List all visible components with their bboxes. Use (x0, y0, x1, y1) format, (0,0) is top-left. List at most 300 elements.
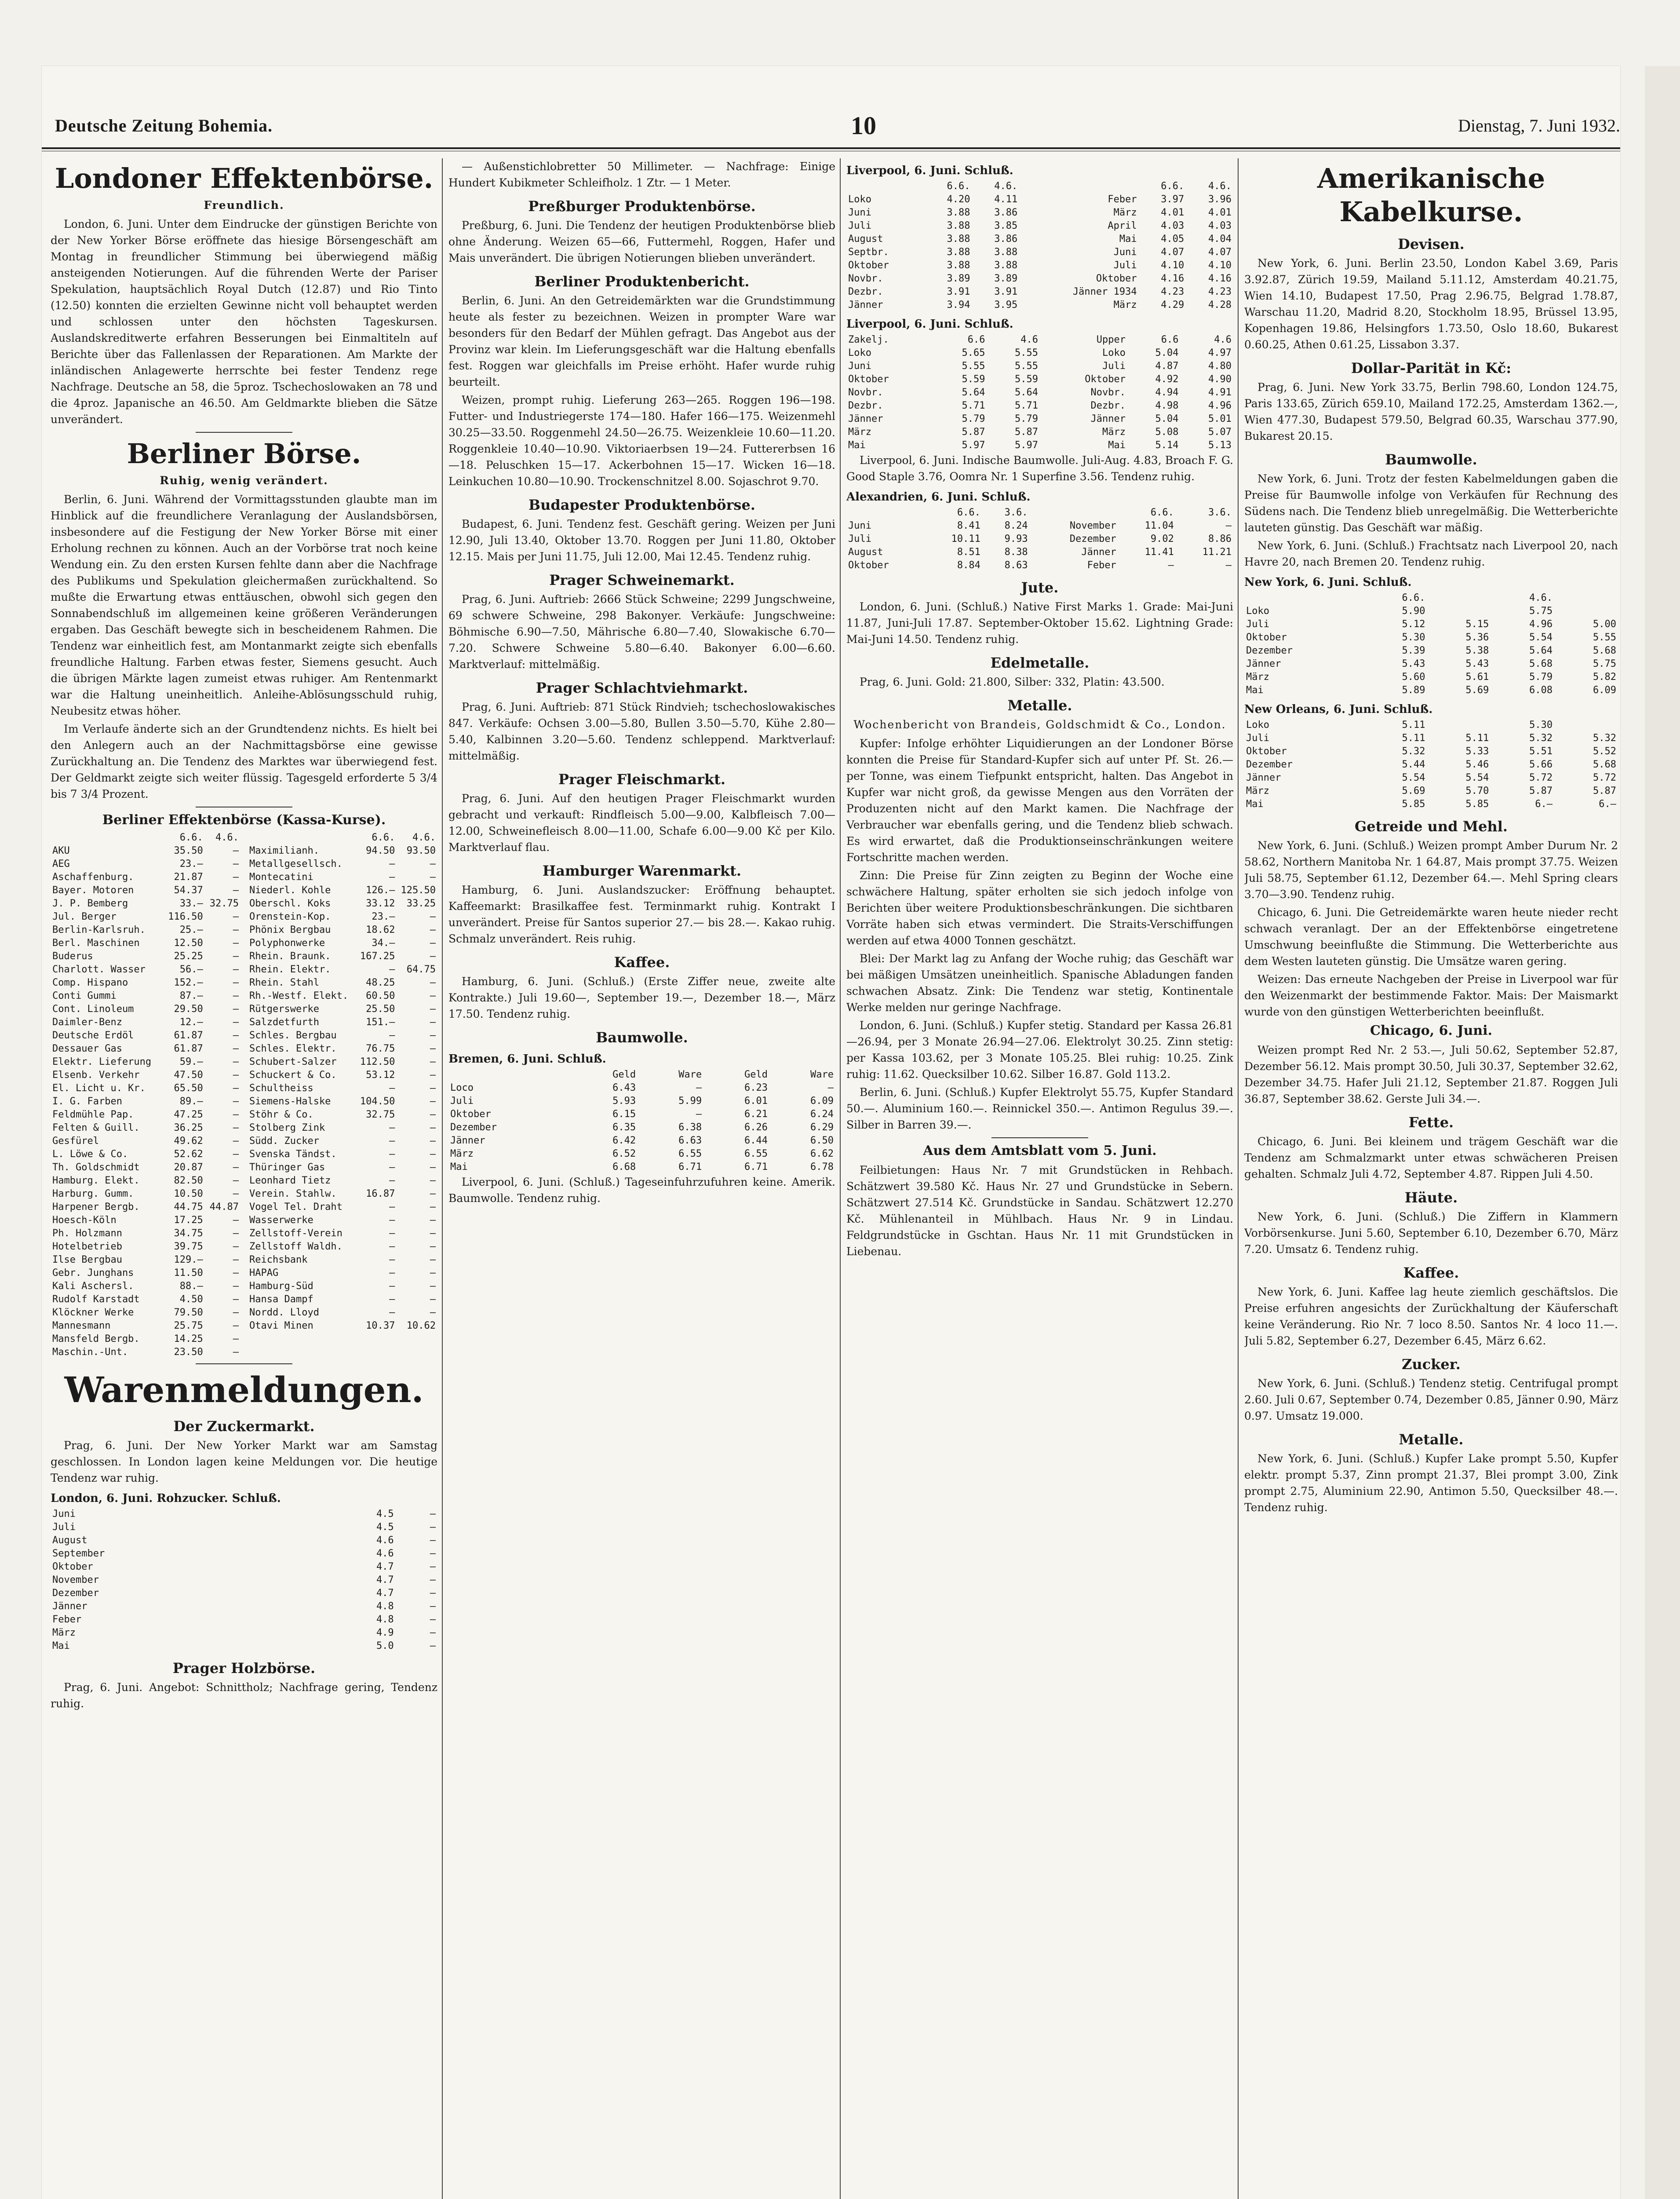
cell-value: 4.23 (1161, 286, 1184, 297)
table-row (846, 347, 1233, 360)
row-label: Comp. Hispano (52, 977, 128, 988)
row-label: Rütgerswerke (249, 1004, 319, 1015)
cell-value: 6.52 (612, 1148, 636, 1159)
table-row (248, 976, 437, 990)
table-row (248, 1161, 437, 1174)
cell-value: — (389, 1294, 395, 1305)
haeute-text: New York, 6. Juni. (Schluß.) Die Ziffern in Klammern Vorbörsenkurse. Juni 5.60, September 6.10, Dezember 6.70, März 7.20. Umsatz 6. Tendenz ruhig. (1244, 1210, 1618, 1256)
cell-value: — (233, 1215, 239, 1226)
cell-value: 82.50 (174, 1175, 203, 1186)
row-label: Svenska Tändst. (249, 1149, 337, 1160)
cell-value: 6.08 (1529, 685, 1553, 696)
cell-value: 33.25 (406, 898, 436, 909)
table-header: 6.6. (947, 181, 970, 192)
row-label: Juli (848, 220, 871, 231)
cell-value: 6.63 (678, 1135, 702, 1146)
table-row (248, 924, 437, 937)
cell-value: 6.38 (678, 1122, 702, 1133)
table-row (51, 1148, 241, 1161)
cell-value: 4.5 (376, 1509, 394, 1520)
row-label: Bayer. Motoren (52, 885, 134, 896)
cell-value: 4.10 (1208, 260, 1232, 271)
cell-value: — (233, 1030, 239, 1041)
newspaper-name: Deutsche Zeitung Bohemia. (55, 115, 273, 135)
cell-value: 5.89 (1402, 685, 1425, 696)
cell-value: 4.6 (1020, 334, 1038, 345)
cell-value: — (233, 1083, 239, 1094)
cell-value: — (389, 1228, 395, 1239)
row-label: Phönix Bergbau (249, 924, 331, 935)
cell-value: 4.23 (1208, 286, 1232, 297)
cell-value: — (233, 1228, 239, 1239)
cell-value: — (233, 1056, 239, 1067)
table-row (846, 413, 1233, 426)
cell-value: — (430, 977, 436, 988)
row-label: Juni (848, 520, 871, 531)
dollar-text: Prag, 6. Juni. New York 33.75, Berlin 798.60, London 124.75, Paris 133.65, Zürich 659.10, Mailand 172.25, Amsterdam 1362.—, Wien 477.30, Budapest 579.50, Belgrad 60.35, Warschau 377.90, Bukarest 20.15. (1244, 381, 1618, 442)
table-row (51, 1121, 241, 1135)
row-label: März (1246, 672, 1269, 683)
fette-text: Chicago, 6. Juni. Bei kleinem und trägem Geschäft war die Tendenz am Schmalzmarkt unter etwas schwächeren Preisen gehalten. Schmalz Juli 4.72, September 4.87. Rippen Juli 4.50. (1244, 1135, 1618, 1180)
row-label: Cont. Linoleum (52, 1004, 134, 1015)
cell-value: 5.54 (1465, 772, 1489, 783)
cell-value: — (233, 924, 239, 935)
cell-value: 5.12 (1402, 619, 1425, 630)
cell-value: 5.07 (1208, 427, 1232, 438)
table-row (1244, 684, 1618, 697)
cell-value: 5.13 (1208, 440, 1232, 451)
cell-value: — (430, 1522, 436, 1533)
cell-value: April (1108, 220, 1137, 231)
cell-value: — (430, 858, 436, 869)
row-label: Novbr. (848, 273, 883, 284)
cell-value: 4.97 (1208, 347, 1232, 358)
table-row (846, 285, 1233, 299)
cell-value: 4.10 (1161, 260, 1184, 271)
metalle-text-3: Blei: Der Markt lag zu Anfang der Woche ruhig; das Geschäft war bei mäßigen Umsätzen uneinheitlich. Spanische Abladungen fanden schwachen Absatz. Zink: Die Tendenz war stetig, Kontinentale Werke melden nur geringe Nachfrage. (846, 952, 1233, 1014)
row-label: Hoesch-Köln (52, 1215, 117, 1226)
cell-value: — (233, 1096, 239, 1107)
cell-value: 8.38 (1004, 547, 1028, 558)
cell-value: — (233, 1149, 239, 1160)
row-label: Gebr. Junghans (52, 1268, 134, 1278)
row-label: AKU (52, 845, 70, 856)
liverpool-note: Liverpool, 6. Juni. (Schluß.) Tageseinfuhrzufuhren keine. Amerik. Baumwolle. Tendenz ruhig. (448, 1176, 835, 1205)
cell-value: — (233, 1241, 239, 1252)
cell-value: 10.50 (174, 1188, 203, 1199)
row-label: Elsenb. Verkehr (52, 1070, 140, 1081)
header-rule (42, 147, 1620, 149)
cell-value: 3.88 (947, 234, 970, 245)
cell-value: — (430, 1509, 436, 1520)
table-header (51, 831, 163, 844)
row-label: Metallgesellsch. (249, 858, 343, 869)
cell-value: Juli (1102, 361, 1126, 372)
table-row (51, 1306, 241, 1319)
cell-value: — (233, 858, 239, 869)
cell-value: — (233, 1320, 239, 1331)
cell-value: 5.55 (962, 361, 985, 372)
table-row (248, 1135, 437, 1148)
cell-value: Juli (1113, 260, 1137, 271)
table-header (1427, 592, 1490, 605)
metalle-subtitle: Wochenbericht von Brandeis, Goldschmidt & Co., London. (853, 718, 1226, 731)
cell-value: — (233, 1109, 239, 1120)
cell-value: 4.20 (947, 194, 970, 205)
table-row (846, 519, 1233, 533)
cell-value: 5.46 (1465, 759, 1489, 770)
cell-value: 5.87 (1014, 427, 1038, 438)
cell-value: — (430, 1043, 436, 1054)
row-label: Mai (848, 440, 866, 451)
cell-value: 5.87 (1529, 785, 1553, 796)
cell-value: Oktober (1085, 374, 1126, 385)
table-row (248, 1121, 437, 1135)
cell-value: 47.25 (174, 1109, 203, 1120)
table-row (248, 990, 437, 1003)
cell-value: — (430, 911, 436, 922)
row-label: Rudolf Karstadt (52, 1294, 140, 1305)
row-label: Dezbr. (848, 286, 883, 297)
cell-value: 5.01 (1208, 413, 1232, 424)
table-row (51, 871, 241, 884)
schwein-text: Prag, 6. Juni. Auftrieb: 2666 Stück Schweine; 2299 Jungschweine, 69 schwere Schweine, 298 Bakonyer. Verkäufe: Jungschweine: Böhmische 6.90—7.50, Mährische 6.80—7.40, Slowakische 6.70—7.20. Schwere Schweine 5.80—6.40. Bakonyer 6.00—6.60. Marktverlauf: mittelmäßig. (448, 593, 835, 671)
next-page-edge (1645, 66, 1680, 2199)
cell-value: 11.50 (174, 1268, 203, 1278)
table-row (448, 1134, 835, 1147)
table-header (448, 1068, 572, 1081)
divider (196, 432, 292, 433)
getreide-text-1: New York, 6. Juni. (Schluß.) Weizen prompt Amber Durum Nr. 2 58.62, Northern Manitoba Nr. 1 64.87, Mais prompt 37.75. Weizen Juli 58.75, September 61.12, Dezember 64.—. Mehl Spring clears 3.70—3.90. Tendenz ruhig. (1244, 839, 1618, 901)
table-row (51, 844, 241, 858)
table-row (846, 259, 1233, 272)
cell-value: 4.01 (1161, 207, 1184, 218)
kaffee-title: Kaffee. (614, 954, 670, 971)
fleisch-text: Prag, 6. Juni. Auf den heutigen Prager Fleischmarkt wurden gebracht und verkauft: Rindfleisch 5.00—9.00, Kalbfleisch 7.00—12.00, Schweinefleisch 8.00—11.00, Schafe 6.00—9.00 Kč per Kilo. Marktverlauf flau. (448, 792, 835, 854)
row-label: August (848, 234, 883, 245)
cell-value: 49.62 (174, 1136, 203, 1147)
cell-value: 5.87 (962, 427, 985, 438)
table-row (1244, 732, 1618, 745)
cell-value: 5.55 (1014, 347, 1038, 358)
table-row (51, 976, 241, 990)
cell-value: 4.80 (1208, 361, 1232, 372)
table-row (846, 193, 1233, 206)
cell-value: 5.51 (1529, 746, 1553, 757)
table-row (51, 1069, 241, 1082)
cell-value: — (430, 924, 436, 935)
table-row (248, 963, 437, 976)
cell-value: 4.6 (376, 1548, 394, 1559)
cell-value: 5.85 (1465, 799, 1489, 810)
cell-value: 151.— (366, 1017, 395, 1028)
table-row (846, 246, 1233, 259)
cell-value: 6.09 (1593, 685, 1616, 696)
table-row (248, 1056, 437, 1069)
cell-value: 167.25 (360, 951, 395, 962)
row-label: Oktober (848, 374, 889, 385)
table-header: 6.6. (1161, 181, 1184, 192)
cell-value: 9.02 (1150, 533, 1174, 544)
cell-value: 4.03 (1208, 220, 1232, 231)
table-header (846, 180, 925, 193)
cell-value: — (233, 1254, 239, 1265)
cell-value: — (233, 977, 239, 988)
table-row (1244, 644, 1618, 658)
liverpool-2-title: Liverpool, 6. Juni. Schluß. (846, 318, 1013, 331)
table-row (51, 1227, 241, 1240)
row-label: September (52, 1548, 105, 1559)
row-label: Oktober (450, 1109, 491, 1120)
row-label: Jänner (1246, 658, 1281, 669)
pressburg-text: Preßburg, 6. Juni. Die Tendenz der heutigen Produktenbörse blieb ohne Änderung. Weizen 65—66, Futtermehl, Roggen, Hafer und Mais unverändert. Die übrigen Notierungen blieben unverändert. (448, 219, 835, 264)
cell-value: 5.54 (1402, 772, 1425, 783)
cell-value: 3.89 (947, 273, 970, 284)
cell-value: 8.41 (957, 520, 980, 531)
cell-value: — (233, 1347, 239, 1358)
row-label: Montecatini (249, 872, 313, 883)
zucker-text: Prag, 6. Juni. Der New Yorker Markt war am Samstag geschlossen. In London lagen keine Meldungen vor. Die heutige Tendenz war ruhig. (51, 1439, 437, 1484)
row-label: Schles. Elektr. (249, 1043, 337, 1054)
row-label: Maschin.-Unt. (52, 1347, 128, 1358)
row-label: Septbr. (848, 247, 889, 258)
table-row (1244, 785, 1618, 798)
london-metal-text: London, 6. Juni. (Schluß.) Kupfer stetig. Standard per Kassa 26.81—26.94, per 3 Monate 26.94—27.06. Elektrolyt 30.25. Zinn stetig: per Kassa 103.62, per 3 Monate 105.25. Blei ruhig: 10.25. Zink ruhig: 11.62. Quecksilber 10.62. Silber 16.87. Gold 113.2. (846, 1019, 1233, 1081)
table-row (846, 399, 1233, 413)
cell-value: 5.11 (1402, 733, 1425, 744)
cell-value: 5.32 (1529, 733, 1553, 744)
column-divider (1238, 158, 1239, 2199)
cell-value: — (1225, 520, 1232, 531)
table-row (51, 1547, 437, 1560)
cell-value: 5.71 (1014, 400, 1038, 411)
berlin-produce-title: Berliner Produktenbericht. (534, 273, 750, 290)
row-label: Novbr. (848, 387, 883, 398)
table-row (51, 1267, 241, 1280)
table-row (448, 1161, 835, 1174)
table-row (846, 219, 1233, 233)
cell-value: 6.50 (810, 1135, 834, 1146)
table-row (248, 1095, 437, 1108)
cell-value: März (1113, 300, 1137, 310)
cell-value: 8.51 (957, 547, 980, 558)
cell-value: 4.96 (1208, 400, 1232, 411)
cell-value: 116.50 (168, 911, 203, 922)
cell-value (1427, 719, 1490, 732)
cell-value: Juni (1113, 247, 1137, 258)
row-label: Zakelj. (848, 334, 889, 345)
cell-value: 4.91 (1208, 387, 1232, 398)
table-row (846, 333, 1233, 347)
row-label: Thüringer Gas (249, 1162, 325, 1173)
schlacht-text: Prag, 6. Juni. Auftrieb: 871 Stück Rindvieh; tschechoslowakisches 847. Verkäufe: Ochsen 3.00—5.80, Bullen 3.50—5.70, Kühe 2.80—5.40, Kalbinnen 3.20—5.60. Tendenz schleppend. Marktverlauf: mittelmäßig. (448, 701, 835, 762)
cell-value: 3.88 (947, 260, 970, 271)
cell-value: 52.62 (174, 1149, 203, 1160)
table-row (51, 990, 241, 1003)
table-row (51, 1174, 241, 1187)
cell-value: 35.50 (174, 845, 203, 856)
row-label: Juni (848, 207, 871, 218)
row-label: Gesfürel (52, 1136, 99, 1147)
cell-value: 3.85 (994, 220, 1018, 231)
fette-title: Fette. (1408, 1114, 1454, 1131)
cell-value: 5.33 (1465, 746, 1489, 757)
row-label: Schles. Bergbau (249, 1030, 337, 1041)
liverpool-2-table (846, 333, 1233, 452)
cell-value: 5.61 (1465, 672, 1489, 683)
cell-value: — (430, 1175, 436, 1186)
cell-value (1554, 719, 1618, 732)
cell-value: 4.16 (1208, 273, 1232, 284)
table-row (248, 871, 437, 884)
cell-value: 5.97 (1014, 440, 1038, 451)
cell-value: 5.90 (1402, 606, 1425, 617)
cell-value: 6.23 (744, 1082, 768, 1093)
table-header (1019, 180, 1138, 193)
table-row (1244, 758, 1618, 771)
cell-value: — (430, 990, 436, 1001)
cell-value: 5.93 (612, 1096, 636, 1107)
cell-value: 3.95 (994, 300, 1018, 310)
cell-value: 5.79 (962, 413, 985, 424)
cell-value: 59.— (179, 1056, 203, 1067)
kaffee-us-text: New York, 6. Juni. Kaffee lag heute ziemlich geschäftslos. Die Preise erfuhren angesichts der Zurückhaltung der Käuferschaft keine Veränderung. Rio Nr. 7 loco 8.50. Santos Nr. 4 loco 11.—. Juli 5.82, September 6.27, Dezember 6.45, März 6.62. (1244, 1286, 1618, 1347)
table-row (51, 1056, 241, 1069)
cell-value: Feber (1108, 194, 1137, 205)
cell-value: 88.— (179, 1281, 203, 1292)
table-row (846, 533, 1233, 546)
row-label: Wasserwerke (249, 1215, 313, 1226)
row-label: März (52, 1627, 76, 1638)
cell-value: 5.55 (1014, 361, 1038, 372)
cell-value: 4.16 (1161, 273, 1184, 284)
row-label: Jänner (450, 1135, 485, 1146)
cell-value: 5.00 (1593, 619, 1616, 630)
cell-value: — (430, 1307, 436, 1318)
cell-value: 3.94 (947, 300, 970, 310)
table-row (248, 1108, 437, 1121)
table-row (846, 506, 1233, 519)
cell-value: 5.52 (1593, 746, 1616, 757)
cell-value: — (233, 1281, 239, 1292)
table-row (248, 1253, 437, 1267)
cell-value: 17.25 (174, 1215, 203, 1226)
cell-value: 5.60 (1402, 672, 1425, 683)
table-row (51, 1626, 437, 1640)
table-row (51, 1346, 241, 1359)
cell-value: — (430, 1188, 436, 1199)
cell-value: 3.6. (1004, 507, 1028, 518)
table-row (248, 937, 437, 950)
cell-value: 5.59 (1014, 374, 1038, 385)
cell-value: — (430, 1561, 436, 1572)
cell-value: — (233, 885, 239, 896)
cell-value: — (389, 1202, 395, 1213)
row-label: März (450, 1148, 474, 1159)
cell-value: 48.25 (366, 977, 395, 988)
no-cotton-table (1244, 719, 1618, 811)
cell-value: 152.— (174, 977, 203, 988)
cell-value: 6.— (1535, 799, 1553, 810)
row-label: AEG (52, 858, 70, 869)
row-label: Mannesmann (52, 1320, 111, 1331)
cell-value: 23.— (179, 858, 203, 869)
cell-value: — (389, 1268, 395, 1278)
row-label: Schultheiss (249, 1083, 313, 1094)
getreide-title: Getreide und Mehl. (1354, 818, 1508, 835)
table-row (248, 1082, 437, 1095)
cell-value: 6.44 (744, 1135, 768, 1146)
cell-value: — (430, 1083, 436, 1094)
row-label: Juli (1246, 619, 1269, 630)
cell-value: November (1069, 520, 1116, 531)
row-label: Oktober (848, 260, 889, 271)
column-2 (448, 158, 835, 2199)
row-label: Vogel Tel. Draht (249, 1202, 343, 1213)
cell-value: 5.11 (1402, 720, 1425, 731)
cell-value: 33.12 (366, 898, 395, 909)
cell-value: 5.30 (1529, 720, 1553, 731)
row-label: Th. Goldschmidt (52, 1162, 140, 1173)
liverpool-3-text: Liverpool, 6. Juni. Indische Baumwolle. Juli-Aug. 4.83, Broach F. G. Good Staple 3.76, Oomra Nr. 1 Superfine 3.56. Tendenz ruhig. (846, 454, 1233, 483)
cell-value: — (430, 1268, 436, 1278)
cell-value: 4.87 (1155, 361, 1179, 372)
cell-value: 6.71 (678, 1162, 702, 1173)
bremen-title: Bremen, 6. Juni. Schluß. (448, 1052, 606, 1066)
cell-value: — (233, 951, 239, 962)
column-4 (1244, 158, 1618, 2199)
row-label (846, 506, 925, 519)
cell-value: 10.11 (951, 533, 980, 544)
cell-value: 9.93 (1004, 533, 1028, 544)
cell-value: — (233, 1004, 239, 1015)
cell-value: 76.75 (366, 1043, 395, 1054)
row-label: Siemens-Halske (249, 1096, 331, 1107)
table-row (248, 1267, 437, 1280)
table-row (51, 1135, 241, 1148)
table-row (51, 963, 241, 976)
cell-value: 16.87 (366, 1188, 395, 1199)
table-row (1244, 671, 1618, 684)
table-header: 4.6. (1208, 181, 1232, 192)
row-label: Mai (52, 1640, 70, 1651)
row-label: Dezember (450, 1122, 497, 1133)
table-row (51, 1508, 437, 1521)
row-label: Stolberg Zink (249, 1122, 325, 1133)
liverpool-1-title: Liverpool, 6. Juni. Schluß. (846, 164, 1013, 177)
cell-value: 4.8 (376, 1601, 394, 1612)
cell-value: 32.75 (366, 1109, 395, 1120)
table-row (448, 1108, 835, 1121)
cell-value: 5.69 (1402, 785, 1425, 796)
cell-value: — (430, 1149, 436, 1160)
devisen-title: Devisen. (1398, 236, 1465, 252)
table-header: 6.6. (1402, 592, 1425, 603)
table-row (248, 910, 437, 924)
cell-value: — (233, 1043, 239, 1054)
table-row (51, 1613, 437, 1626)
cell-value: 4.6 (1214, 334, 1232, 345)
row-label: Loco (450, 1082, 474, 1093)
cell-value: 3.96 (1208, 194, 1232, 205)
row-label: Hotelbetrieb (52, 1241, 122, 1252)
ny-cotton-title: New York, 6. Juni. Schluß. (1244, 576, 1412, 589)
cell-value: März (1113, 207, 1137, 218)
row-label: November (52, 1574, 99, 1585)
table-row (51, 1587, 437, 1600)
table-row (248, 1069, 437, 1082)
cell-value: 6.68 (612, 1162, 636, 1173)
